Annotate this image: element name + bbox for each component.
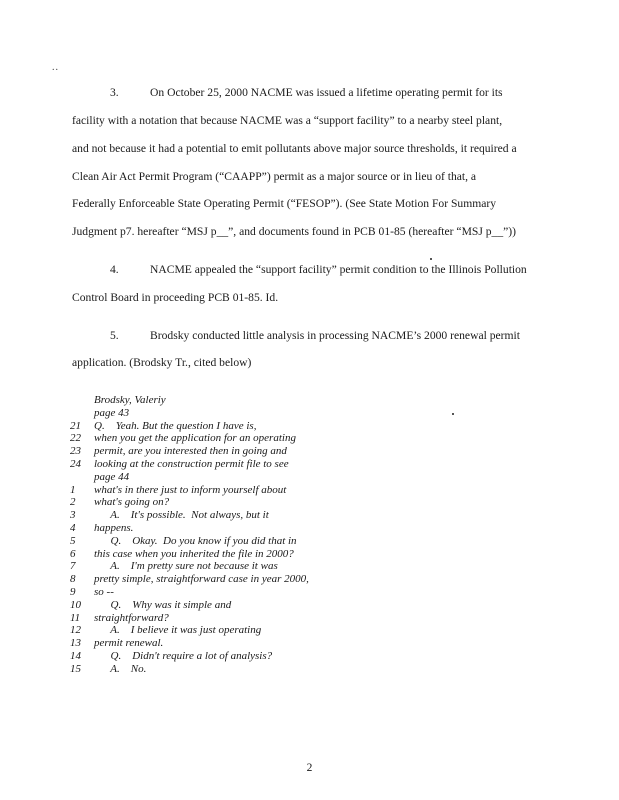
paragraph-5-number: 5.: [110, 329, 119, 342]
transcript-text: looking at the construction permit file to see: [94, 458, 289, 470]
deposition-line: [70, 599, 231, 612]
transcript-text: A. I'm pretty sure not because it was: [94, 560, 278, 573]
transcript-line-number: 5: [70, 534, 76, 547]
transcript-line-number: 7: [70, 560, 76, 573]
paragraph-4-line: Control Board in proceeding PCB 01-85. Id.: [72, 291, 279, 304]
deposition-line: [70, 394, 166, 407]
transcript-line-number: 4: [70, 522, 76, 534]
transcript-text: permit, are you interested then in going and: [94, 445, 287, 458]
paragraph-5-line: application. (Brodsky Tr., cited below): [72, 356, 252, 369]
transcript-text: what's in there just to inform yourself about: [94, 483, 287, 496]
deposition-line: [70, 548, 294, 561]
deposition-line: [70, 586, 114, 599]
deposition-line: [70, 612, 169, 625]
transcript-line-number: 13: [70, 637, 81, 650]
paragraph-3-first-line: [72, 86, 503, 100]
scan-speck: [452, 413, 454, 415]
paragraph-3-text: On October 25, 2000 NACME was issued a lifetime operating permit for its: [150, 86, 503, 99]
transcript-text: so --: [94, 586, 114, 598]
deposition-line: [70, 637, 163, 650]
deposition-line: [70, 535, 297, 548]
transcript-line-number: 6: [70, 547, 76, 560]
transcript-text: Brodsky, Valeriy: [94, 394, 166, 406]
stray-mark: ..: [52, 62, 59, 73]
transcript-text: A. It's possible. Not always, but it: [94, 509, 269, 522]
paragraph-4-first-line: [72, 263, 527, 277]
transcript-text: Q. Why was it simple and: [94, 598, 232, 611]
deposition-line: [70, 432, 296, 445]
transcript-line-number: 8: [70, 573, 76, 586]
transcript-text: pretty simple, straightforward case in year 2000,: [94, 573, 309, 586]
deposition-line: [70, 471, 129, 484]
paragraph-3-number: 3.: [110, 86, 119, 99]
transcript-line-number: 1: [70, 483, 76, 496]
transcript-line-number: 22: [70, 432, 81, 445]
paragraph-3-line: and not because it had a potential to emit pollutants above major source thresholds, it required a: [72, 142, 517, 155]
transcript-line-number: 24: [70, 458, 81, 470]
transcript-line-number: 21: [70, 419, 81, 432]
transcript-line-number: 11: [70, 611, 81, 624]
deposition-line: [70, 407, 129, 420]
transcript-line-number: 14: [70, 650, 81, 662]
paragraph-4-text: NACME appealed the “support facility” permit condition to the Illinois Pollution: [150, 263, 527, 276]
transcript-line-number: 10: [70, 598, 81, 611]
transcript-text: Q. Okay. Do you know if you did that in: [94, 534, 297, 547]
paragraph-3-line: Judgment p7. hereafter “MSJ p__”, and documents found in PCB 01-85 (hereafter “MSJ p__”)): [72, 225, 517, 238]
deposition-line: [70, 663, 146, 676]
scan-speck: [430, 258, 432, 260]
transcript-text: page 43: [94, 406, 130, 419]
transcript-text: Q. Didn't require a lot of analysis?: [94, 650, 273, 662]
transcript-text: when you get the application for an operating: [94, 432, 296, 445]
transcript-text: what's going on?: [94, 496, 170, 509]
transcript-line-number: 23: [70, 445, 81, 458]
deposition-line: [70, 522, 133, 535]
transcript-text: this case when you inherited the file in 2000?: [94, 547, 294, 560]
transcript-text: page 44: [94, 470, 130, 483]
transcript-text: happens.: [94, 522, 134, 534]
deposition-line: [70, 496, 169, 509]
transcript-text: A. I believe it was just operating: [94, 624, 262, 637]
deposition-line: [70, 509, 269, 522]
paragraph-3-line: Clean Air Act Permit Program (“CAAPP”) permit as a major source or in lieu of that, a: [72, 170, 477, 183]
deposition-line: [70, 650, 272, 663]
transcript-line-number: 9: [70, 586, 76, 598]
transcript-line-number: 3: [70, 509, 76, 522]
deposition-line: [70, 445, 287, 458]
deposition-line: [70, 573, 309, 586]
transcript-text: A. No.: [94, 662, 147, 675]
transcript-line-number: 2: [70, 496, 76, 509]
deposition-line: [70, 624, 261, 637]
transcript-line-number: 15: [70, 662, 81, 675]
paragraph-3-line: Federally Enforceable State Operating Permit (“FESOP”). (See State Motion For Summary: [72, 197, 497, 210]
paragraph-5-text: Brodsky conducted little analysis in processing NACME’s 2000 renewal permit: [150, 329, 520, 342]
transcript-text: straightforward?: [94, 611, 169, 624]
paragraph-5-first-line: [72, 329, 520, 343]
deposition-line: [70, 560, 278, 573]
transcript-text: permit renewal.: [94, 637, 164, 650]
paragraph-4-number: 4.: [110, 263, 119, 276]
deposition-line: [70, 458, 289, 471]
deposition-line: [70, 420, 256, 433]
deposition-line: [70, 484, 286, 497]
paragraph-3-line: facility with a notation that because NACME was a “support facility” to a nearby steel plant,: [72, 114, 503, 127]
transcript-line-number: 12: [70, 624, 81, 637]
page-number: 2: [306, 762, 313, 774]
transcript-text: Q. Yeah. But the question I have is,: [94, 419, 257, 432]
